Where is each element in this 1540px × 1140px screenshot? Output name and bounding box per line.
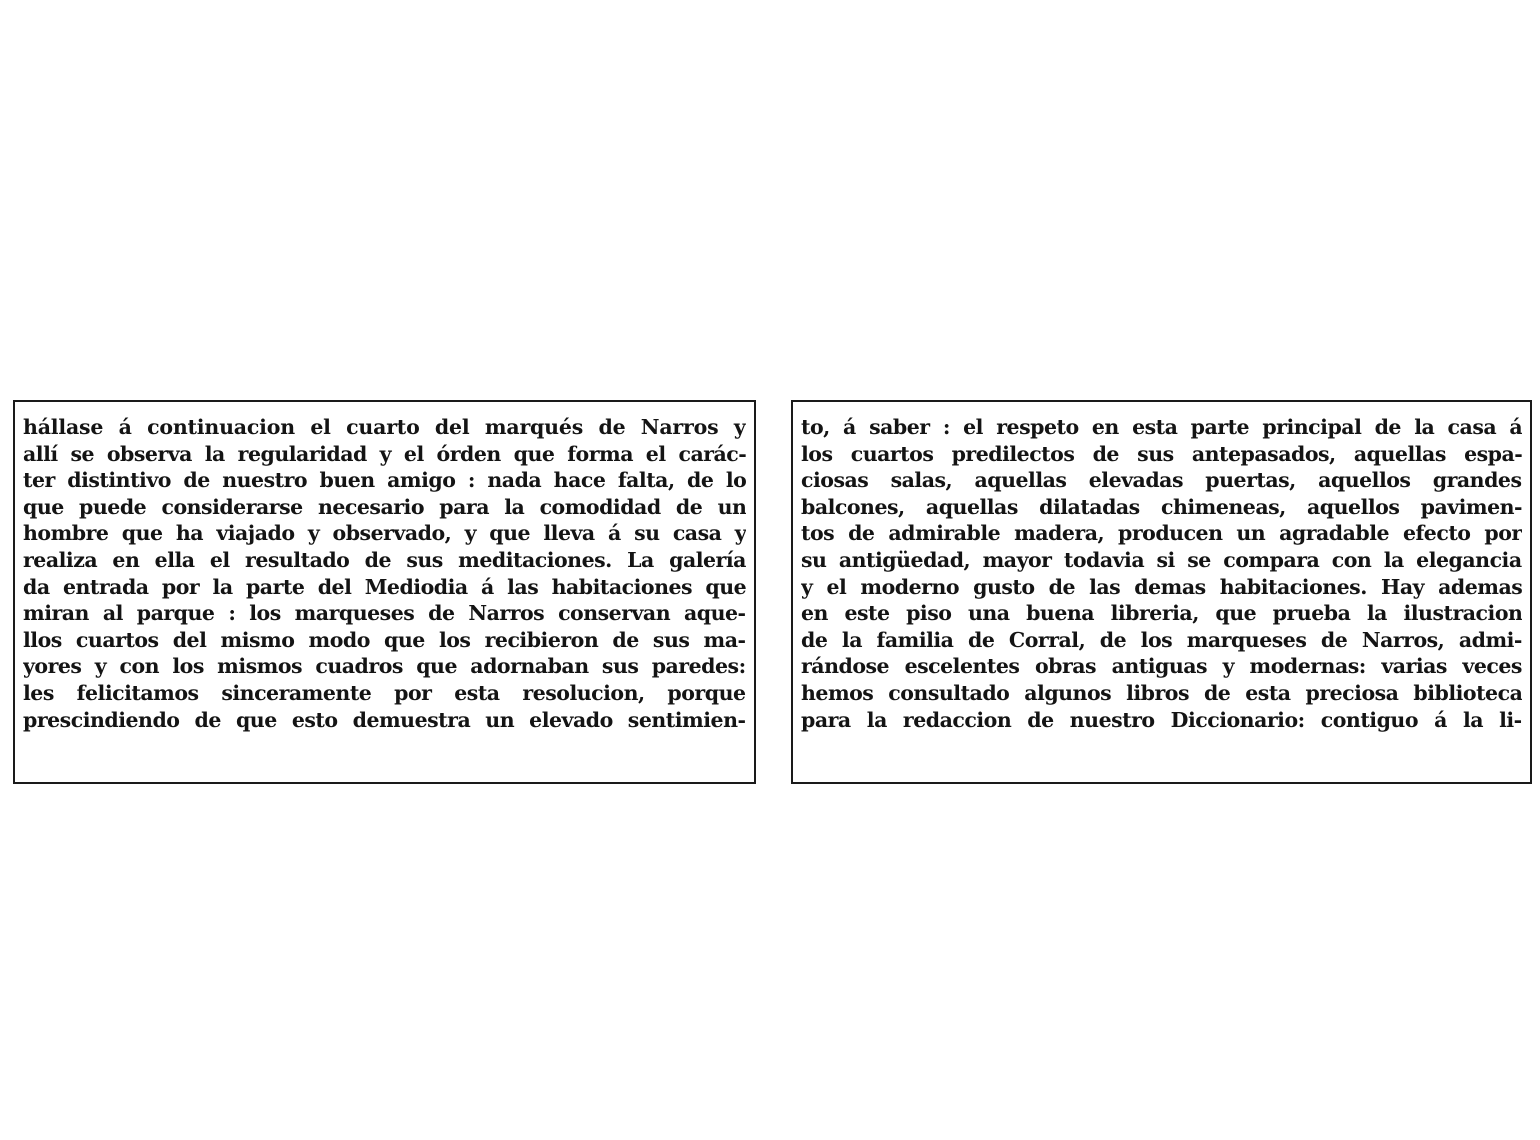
text-line: y el moderno gusto de las demas habitaciones. Hay ademas — [801, 574, 1522, 599]
text-line: les felicitamos sinceramente por esta resolucion, porque — [23, 680, 746, 705]
text-line: para la redaccion de nuestro Diccionario: contiguo á la li- — [801, 707, 1522, 732]
text-column-right — [791, 400, 1532, 784]
text-line: hombre que ha viajado y observado, y que lleva á su casa y — [23, 521, 746, 546]
text-line: su antigüedad, mayor todavia si se compara con la elegancia — [801, 547, 1522, 572]
text-line: yores y con los mismos cuadros que adornaban sus paredes: — [23, 654, 746, 679]
text-line: ciosas salas, aquellas elevadas puertas, aquellos grandes — [801, 468, 1522, 493]
text-line: que puede considerarse necesario para la comodidad de un — [23, 494, 746, 519]
text-line: hállase á continuacion el cuarto del marqués de Narros y — [23, 415, 746, 439]
text-line: allí se observa la regularidad y el órden que forma el carác- — [23, 441, 746, 466]
text-line: tos de admirable madera, producen un agradable efecto por — [801, 521, 1522, 546]
text-line: los cuartos predilectos de sus antepasados, aquellas espa- — [801, 441, 1522, 466]
text-line: realiza en ella el resultado de sus meditaciones. La galería — [23, 547, 746, 572]
text-line: rándose escelentes obras antiguas y modernas: varias veces — [801, 654, 1522, 679]
text-column-left — [13, 400, 756, 784]
text-line: llos cuartos del mismo modo que los recibieron de sus ma- — [23, 627, 746, 652]
text-line: hemos consultado algunos libros de esta preciosa biblioteca — [801, 680, 1522, 705]
text-line: miran al parque : los marqueses de Narros conservan aque- — [23, 601, 746, 626]
text-line: de la familia de Corral, de los marqueses de Narros, admi- — [801, 627, 1522, 652]
text-line: en este piso una buena libreria, que prueba la ilustracion — [801, 601, 1522, 626]
text-line: prescindiendo de que esto demuestra un elevado sentimien- — [23, 707, 746, 732]
text-line: to, á saber : el respeto en esta parte principal de la casa á — [801, 415, 1522, 439]
text-line: da entrada por la parte del Mediodia á las habitaciones que — [23, 574, 746, 599]
text-line: balcones, aquellas dilatadas chimeneas, aquellos pavimen- — [801, 494, 1522, 519]
text-line: ter distintivo de nuestro buen amigo : nada hace falta, de lo — [23, 468, 746, 493]
